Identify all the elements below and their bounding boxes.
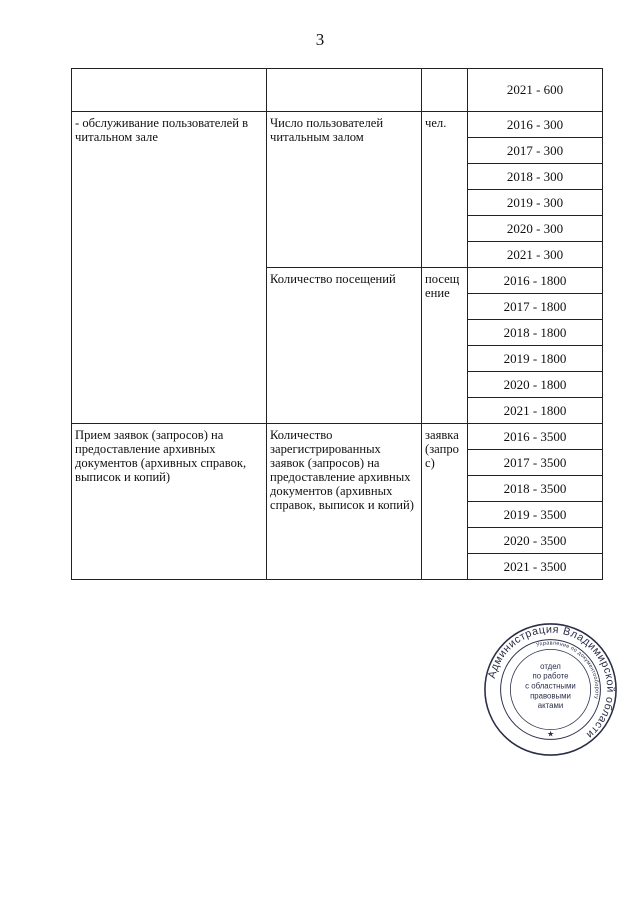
- value-cell: 2019 - 1800: [468, 346, 603, 372]
- unit-cell: посещ ение: [422, 268, 468, 424]
- stamp-center-line: актами: [537, 701, 564, 711]
- value-cell: 2020 - 1800: [468, 372, 603, 398]
- value-cell: 2019 - 300: [468, 190, 603, 216]
- page-number: 3: [315, 30, 325, 49]
- indicator-name-cell: Число пользователей читальным залом: [267, 112, 422, 268]
- value-cell: 2016 - 3500: [468, 424, 603, 450]
- table-cell-empty: [72, 69, 267, 112]
- table-cell-empty: [267, 69, 422, 112]
- value-cell: 2020 - 3500: [468, 528, 603, 554]
- unit-cell: заявка (запро с): [422, 424, 468, 580]
- table-row: [72, 112, 603, 138]
- activity-cell: Прием заявок (запросов) на предоставление архивных документов (архивных справок, выписок и копий): [72, 424, 267, 580]
- table-cell-empty: [422, 69, 468, 112]
- official-stamp: [482, 621, 619, 758]
- star-icon: ★: [546, 729, 555, 739]
- value-cell: 2017 - 3500: [468, 450, 603, 476]
- stamp-inner-ring-text: Управление по документообороту: [535, 640, 600, 700]
- value-cell: 2017 - 1800: [468, 294, 603, 320]
- table-row: [72, 424, 603, 450]
- stamp-center-line: отдел: [540, 661, 561, 671]
- value-cell: 2018 - 1800: [468, 320, 603, 346]
- value-cell: 2018 - 300: [468, 164, 603, 190]
- value-cell: 2021 - 3500: [468, 554, 603, 580]
- value-cell: 2020 - 300: [468, 216, 603, 242]
- activity-cell: - обслуживание пользователей в читальном зале: [72, 112, 267, 424]
- value-cell: 2021 - 600: [468, 69, 603, 112]
- data-table: [71, 68, 603, 580]
- value-cell: 2016 - 1800: [468, 268, 603, 294]
- table-row: [72, 69, 603, 112]
- stamp-outer-text: Администрация Владимирской области: [485, 623, 617, 742]
- indicator-name-cell: Количество зарегистрированных заявок (запросов) на предоставление архивных документов (архивных справок, выписок и копий): [267, 424, 422, 580]
- indicator-name-cell: Количество посещений: [267, 268, 422, 424]
- value-cell: 2017 - 300: [468, 138, 603, 164]
- stamp-center-line: правовыми: [530, 691, 571, 701]
- value-cell: 2021 - 300: [468, 242, 603, 268]
- stamp-center-line: с областными: [525, 681, 576, 691]
- value-cell: 2016 - 300: [468, 112, 603, 138]
- stamp-center-line: по работе: [532, 671, 569, 681]
- value-cell: 2018 - 3500: [468, 476, 603, 502]
- unit-cell: чел.: [422, 112, 468, 268]
- value-cell: 2021 - 1800: [468, 398, 603, 424]
- value-cell: 2019 - 3500: [468, 502, 603, 528]
